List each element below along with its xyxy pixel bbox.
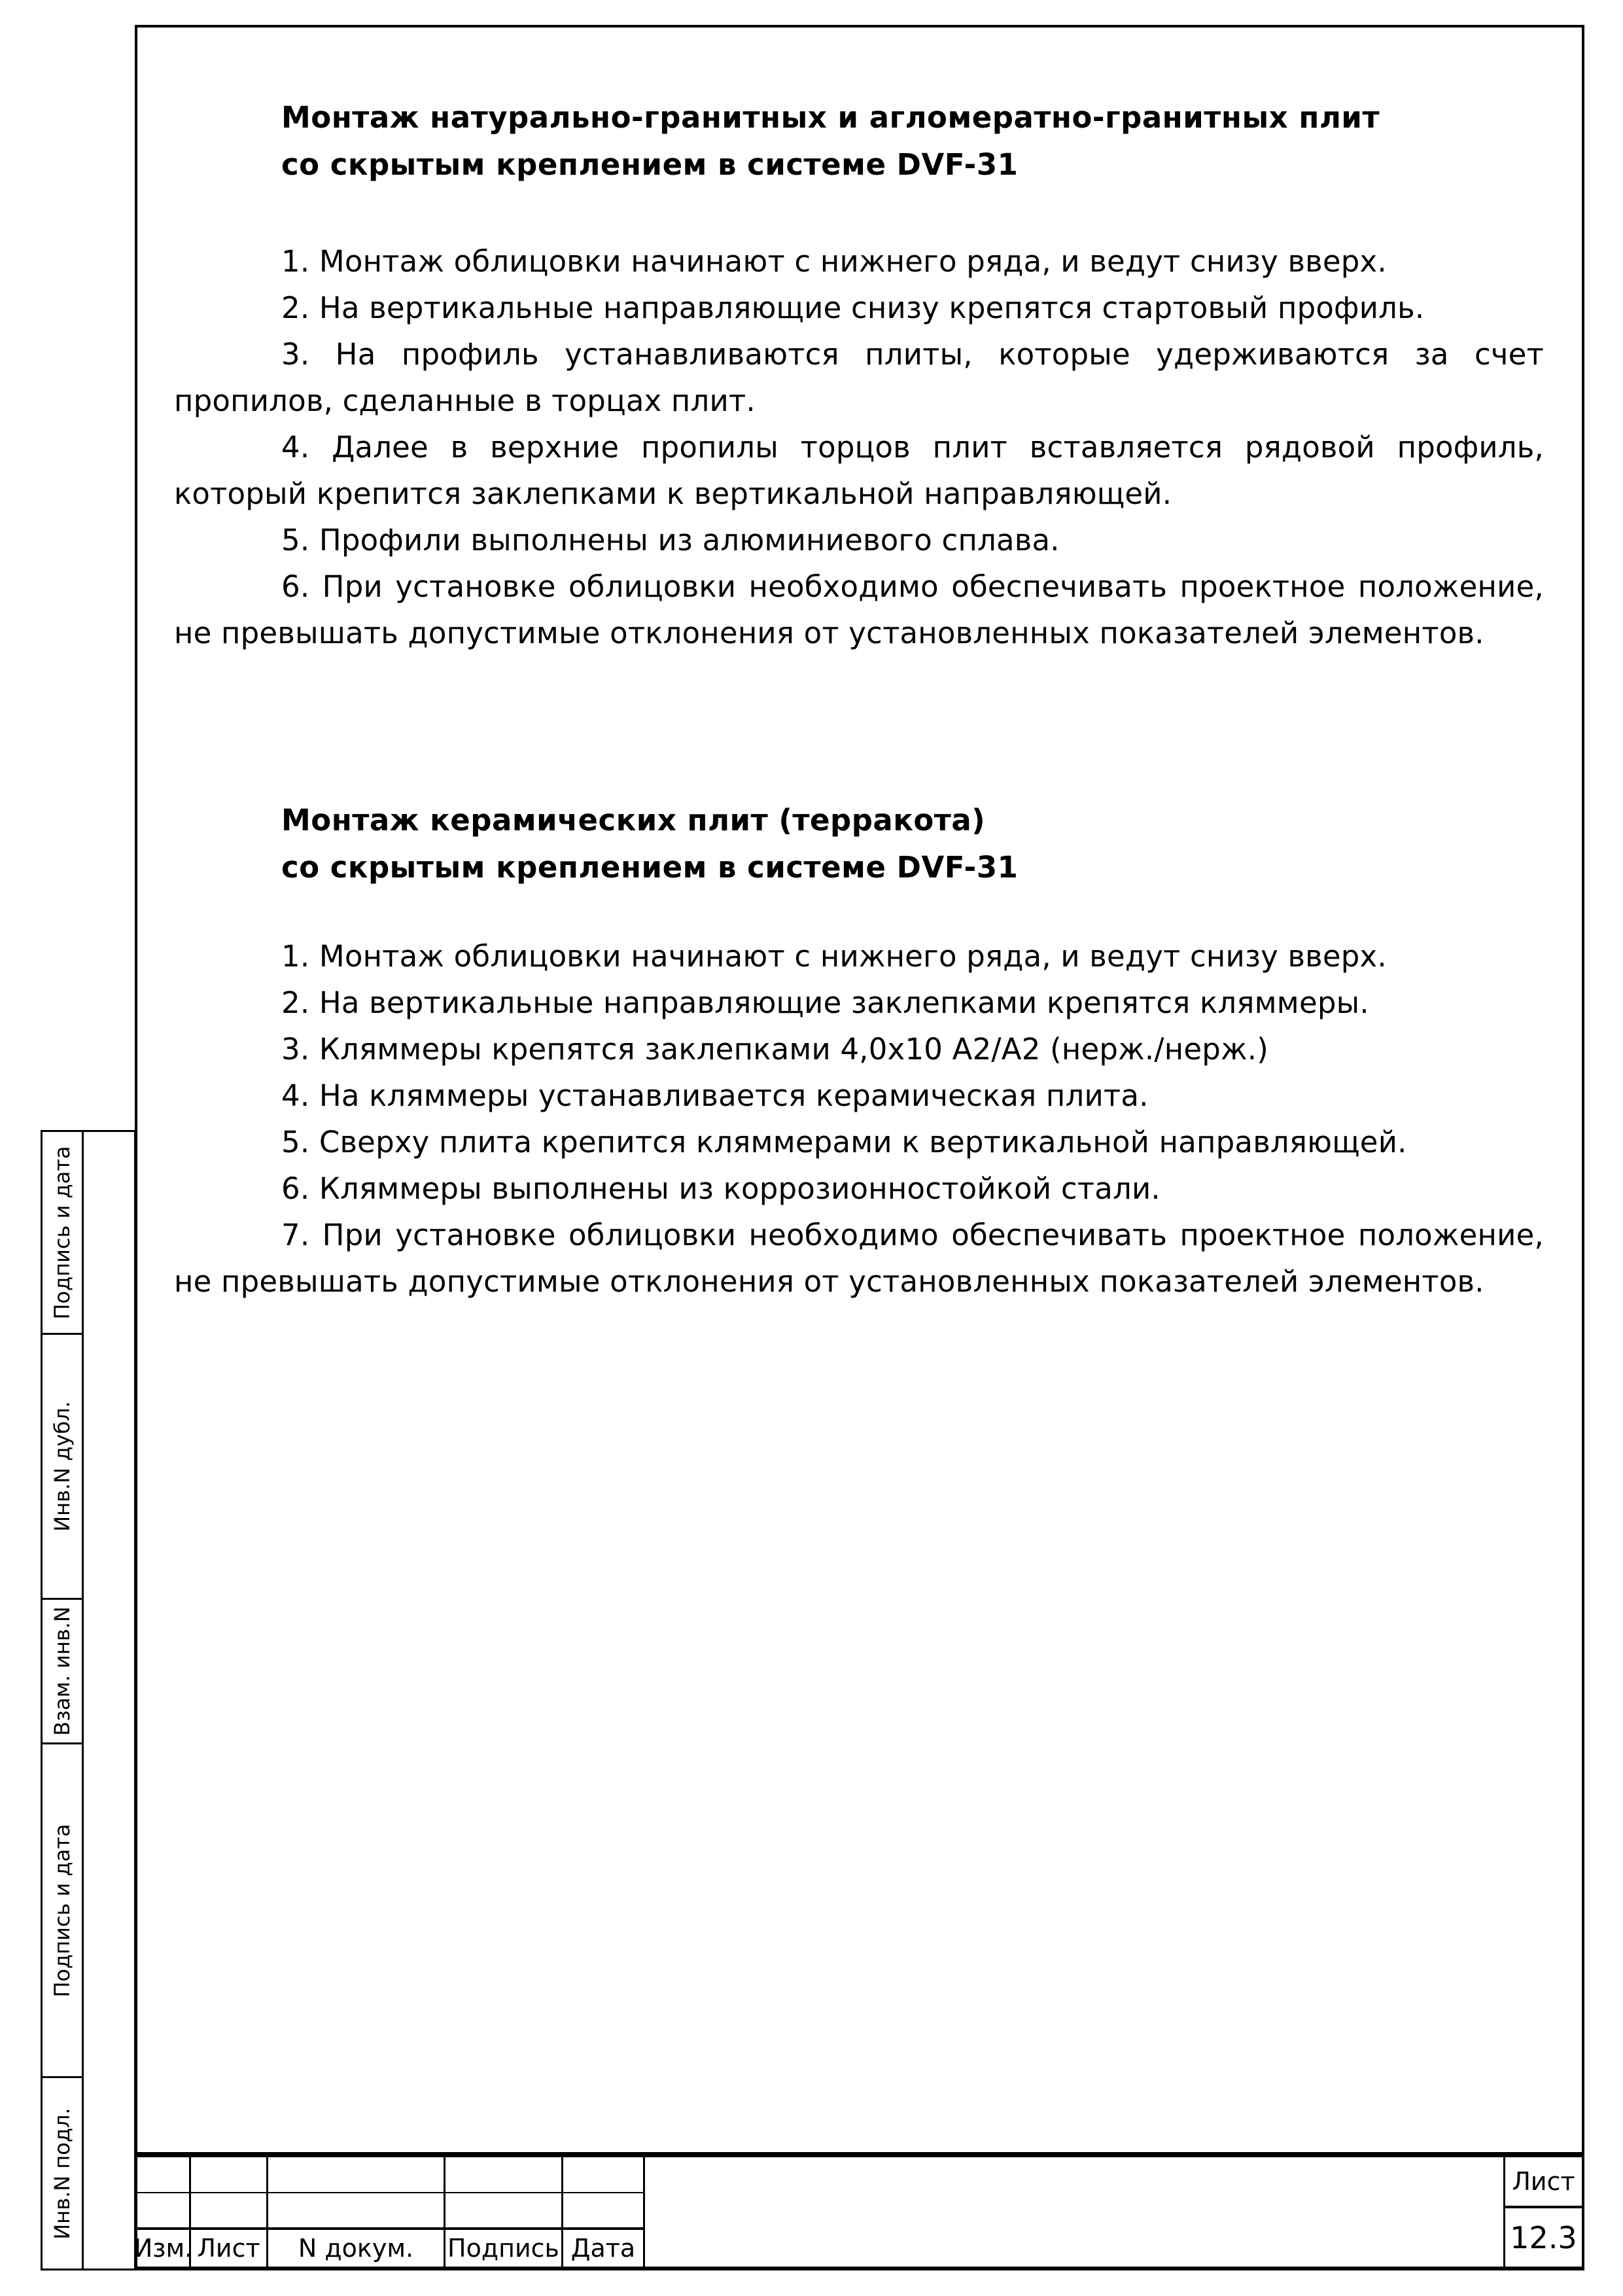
list-item: 2. На вертикальные направляющие заклепками крепятся кляммеры. [281, 985, 1369, 1020]
side-cell-label: Инв.N подл. [50, 2107, 75, 2240]
list-item: 7. При установке облицовки необходимо обеспечивать проектное положение, не превышать допустимые отклонения от установленных показателей элементов. [174, 1218, 1544, 1299]
revision-cell-empty [137, 2157, 191, 2193]
list-item: 5. Сверху плита крепится кляммерами к вертикальной направляющей. [281, 1125, 1407, 1159]
revision-header-izm: Изм. [137, 2230, 191, 2267]
list-item: 4. На кляммеры устанавливается керамическая плита. [281, 1078, 1149, 1113]
list-item: 3. На профиль устанавливаются плиты, которые удерживаются за счет пропилов, сделанные в торцах плит. [174, 337, 1544, 418]
revision-cell-empty [445, 2157, 563, 2193]
sheet-number: 12.3 [1510, 2219, 1577, 2255]
gost-side-stamp [41, 1130, 136, 2270]
section-ceramic-title-line1: Монтаж керамических плит (терракота) [281, 803, 986, 838]
side-cell-label: Взам. инв.N [50, 1606, 75, 1736]
revision-cell-empty [191, 2193, 268, 2230]
section-ceramic-title [174, 797, 1544, 891]
list-item: 1. Монтаж облицовки начинают с нижнего ряда, и ведут снизу вверх. [281, 244, 1387, 279]
section-granite-plates [174, 94, 1544, 656]
section-granite-items [174, 238, 1544, 656]
side-cell-inv-podl [43, 2078, 82, 2269]
drawing-frame [135, 25, 1584, 2155]
revision-cell-empty [268, 2157, 445, 2193]
revision-cell-empty [137, 2193, 191, 2230]
list-item: 4. Далее в верхние пропилы торцов плит вставляется рядовой профиль, который крепится заклепками к вертикальной направляющей. [174, 430, 1544, 511]
list-item: 6. Кляммеры выполнены из коррозионностойкой стали. [281, 1171, 1161, 1206]
side-cell-signature-date-1 [43, 1132, 82, 1335]
sheet-label: Лист [1505, 2157, 1582, 2208]
revision-cell-empty [563, 2157, 643, 2193]
list-item: 6. При установке облицовки необходимо обеспечивать проектное положение, не превышать допустимые отклонения от установленных показателей элементов. [174, 569, 1544, 650]
revision-cell-empty [563, 2193, 643, 2230]
section-ceramic-items [174, 933, 1544, 1305]
section-granite-title [174, 94, 1544, 188]
section-granite-title-line1: Монтаж натурально-гранитных и агломератно-гранитных плит [281, 100, 1380, 135]
revision-header-n-dokum: N докум. [268, 2230, 445, 2267]
side-cell-signature-date-2 [43, 1744, 82, 2078]
side-cell-label: Подпись и дата [50, 1145, 75, 1320]
revision-cell-empty [268, 2193, 445, 2230]
section-ceramic-plates [174, 797, 1544, 1305]
revision-header-data: Дата [570, 2234, 636, 2263]
list-item: 3. Кляммеры крепятся заклепками 4,0х10 А2/А2 (нерж./нерж.) [281, 1032, 1269, 1067]
revision-header-list: Лист [191, 2230, 268, 2267]
list-item: 5. Профили выполнены из алюминиевого сплава. [281, 523, 1060, 557]
title-block-revision-table [135, 2155, 645, 2270]
list-item: 2. На вертикальные направляющие снизу крепятся стартовый профиль. [281, 291, 1425, 325]
list-item: 1. Монтаж облицовки начинают с нижнего ряда, и ведут снизу вверх. [281, 939, 1387, 974]
side-cell-label: Инв.N дубл. [50, 1401, 75, 1532]
revision-header-podpis: Подпись [445, 2230, 563, 2267]
revision-cell-empty [445, 2193, 563, 2230]
section-granite-title-line2: со скрытым креплением в системе DVF-31 [281, 147, 1019, 182]
side-cell-inv-dubl [43, 1335, 82, 1600]
sheet-number-box [1503, 2155, 1584, 2270]
side-cell-label: Подпись и дата [50, 1823, 75, 1998]
revision-cell-empty [191, 2157, 268, 2193]
side-cell-vzam-inv [43, 1600, 82, 1744]
section-ceramic-title-line2: со скрытым креплением в системе DVF-31 [281, 850, 1019, 885]
title-block-main-area [645, 2155, 1503, 2270]
side-stamp-divider [82, 1132, 84, 2269]
